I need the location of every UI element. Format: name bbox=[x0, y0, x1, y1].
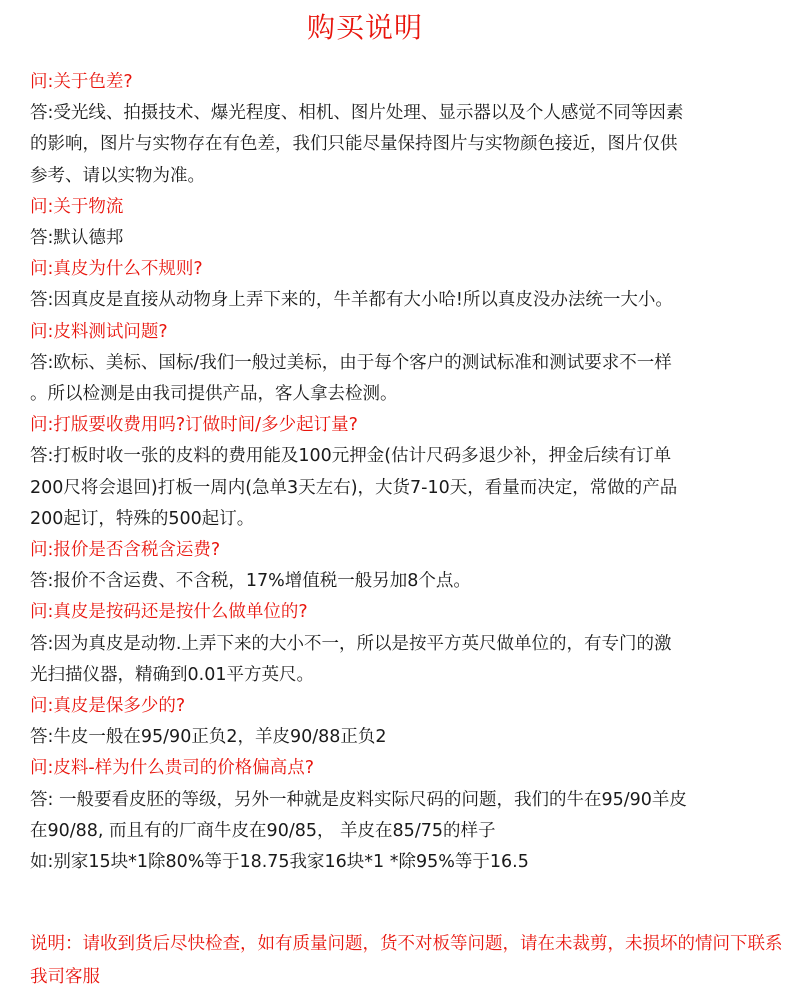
faq-answer-line: 200尺将会退回)打板一周内(急单3天左右)，大货7-10天，看量而决定，常做的产品 bbox=[30, 477, 678, 498]
faq-question: 问:皮料测试问题? bbox=[30, 321, 168, 342]
faq-question: 问:报价是否含税含运费? bbox=[30, 540, 221, 561]
page-title: 购买说明 bbox=[306, 11, 423, 44]
faq-answer-line: 参考、请以实物为准。 bbox=[30, 165, 205, 186]
purchase-note: 说明：请收到货后尽快检查，如有质量问题，货不对板等问题，请在未裁剪，未损坏的情问下联系我司客服 bbox=[30, 934, 783, 987]
faq-answer-line: 答:欧标、美标、国标/我们一般过美标，由于每个客户的测试标准和测试要求不一样 bbox=[30, 352, 672, 373]
faq-list bbox=[30, 67, 780, 878]
faq-answer-line: 在90/88, 而且有的厂商牛皮在90/85， 羊皮在85/75的样子 bbox=[30, 820, 496, 841]
faq-answer-line: 答:报价不含运费、不含税，17%增值税一般另加8个点。 bbox=[30, 571, 471, 592]
faq-answer-line: 答:默认德邦 bbox=[30, 228, 124, 249]
faq-question: 问:打版要收费用吗?订做时间/多少起订量? bbox=[30, 415, 358, 436]
faq-question: 问:真皮是按码还是按什么做单位的? bbox=[30, 602, 308, 623]
faq-question: 问:关于色差? bbox=[30, 72, 133, 92]
faq-answer-line: 答:受光线、拍摄技术、爆光程度、相机、图片处理、显示器以及个人感觉不同等因素 bbox=[30, 103, 684, 124]
faq-answer-line: 答:因为真皮是动物.上弄下来的大小不一，所以是按平方英尺做单位的，有专门的激 bbox=[30, 633, 672, 654]
faq-question: 问:皮料-样为什么贵司的价格偏高点? bbox=[30, 758, 314, 779]
faq-answer-line: 答:牛皮一般在95/90正负2，羊皮90/88正负2 bbox=[30, 727, 387, 748]
faq-answer-line: 。所以检测是由我司提供产品，客人拿去检测。 bbox=[30, 384, 398, 405]
faq-answer-line: 200起订，特殊的500起订。 bbox=[30, 508, 255, 529]
faq-answer-line: 如:别家15块*1除80%等于18.75我家16块*1 *除95%等于16.5 bbox=[30, 852, 529, 873]
faq-answer-line: 光扫描仪器，精确到0.01平方英尺。 bbox=[30, 664, 314, 685]
faq-question: 问:真皮是保多少的? bbox=[30, 696, 186, 717]
faq-question: 问:真皮为什么不规则? bbox=[30, 259, 203, 280]
faq-answer-line: 答:打板时收一张的皮料的费用能及100元押金(估计尺码多退少补，押金后续有订单 bbox=[30, 446, 672, 467]
faq-answer-line: 答: 一般要看皮胚的等级，另外一种就是皮料实际尺码的问题，我们的牛在95/90羊皮 bbox=[30, 789, 687, 810]
faq-answer-line: 答:因真皮是直接从动物身上弄下来的，牛羊都有大小哈!所以真皮没办法统一大小。 bbox=[30, 290, 673, 311]
faq-question: 问:关于物流 bbox=[30, 196, 124, 217]
faq-answer-line: 的影响，图片与实物存在有色差，我们只能尽量保持图片与实物颜色接近，图片仅供 bbox=[30, 134, 678, 155]
